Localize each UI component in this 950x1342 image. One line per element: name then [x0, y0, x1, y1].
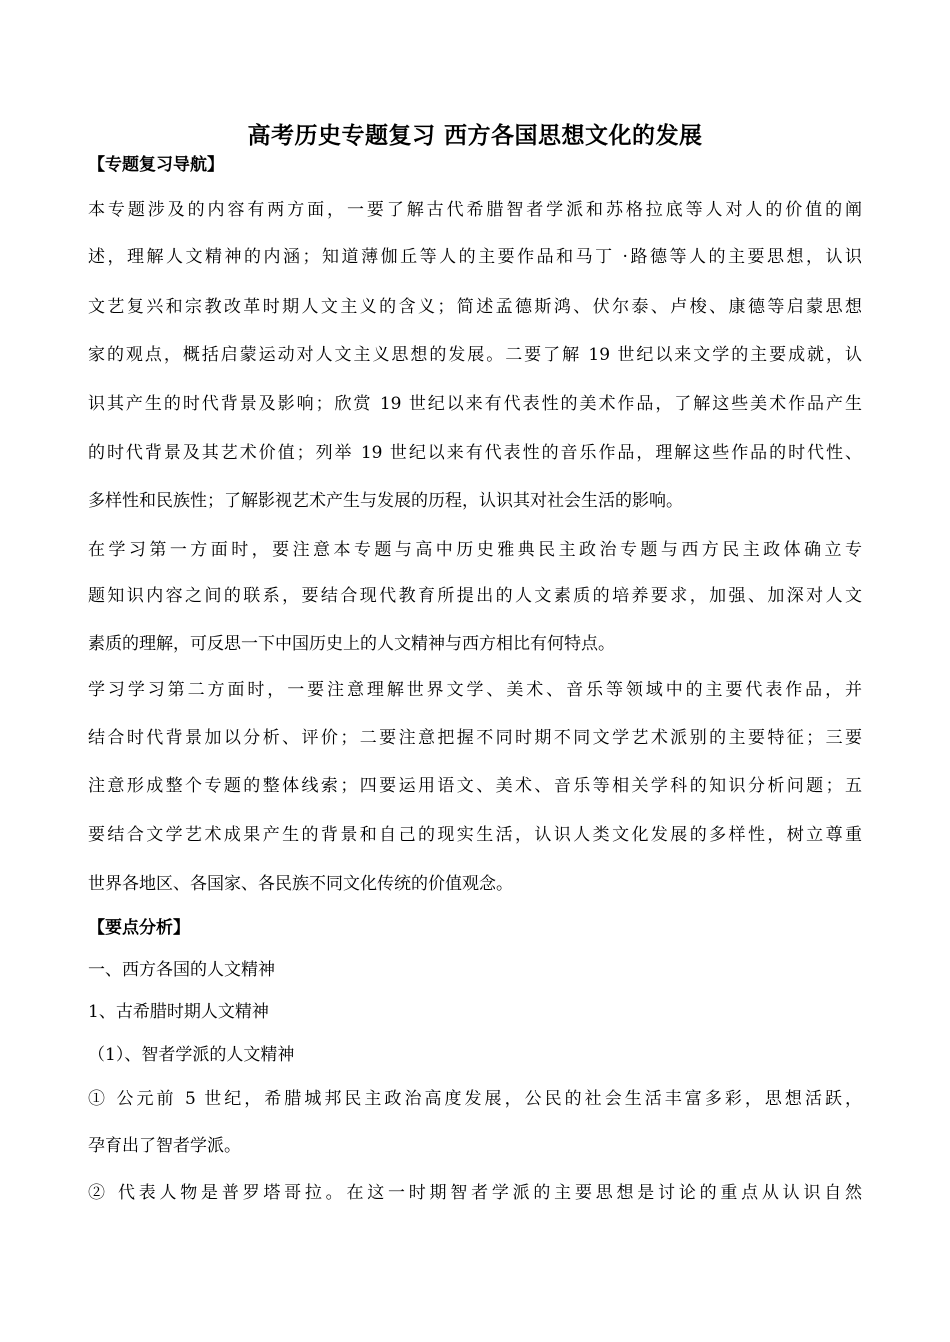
outline-heading-level3: （1）、智者学派的人文精神	[88, 1045, 295, 1065]
paragraph-line: 述，理解人文精神的内涵；知道薄伽丘等人的主要作品和马丁 ·路德等人的主要思想，认识	[88, 247, 862, 267]
paragraph-line: 学习学习第二方面时，一要注意理解世界文学、美术、音乐等领域中的主要代表作品，并	[88, 680, 862, 700]
paragraph-line: 识其产生的时代背景及影响；欣赏 19 世纪以来有代表性的美术作品，了解这些美术作品产生	[88, 394, 862, 414]
paragraph-line: 家的观点，概括启蒙运动对人文主义思想的发展。二要了解 19 世纪以来文学的主要成就，认	[88, 345, 862, 365]
paragraph-line: 的时代背景及其艺术价值；列举 19 世纪以来有代表性的音乐作品，理解这些作品的时代性、	[88, 443, 862, 463]
outline-heading-level1: 一、西方各国的人文精神	[88, 960, 275, 980]
section-heading-navigation: 【专题复习导航】	[88, 155, 224, 175]
list-item-line: ② 代表人物是普罗塔哥拉。在这一时期智者学派的主要思想是讨论的重点从认识自然	[88, 1183, 862, 1203]
paragraph-line: 素质的理解，可反思一下中国历史上的人文精神与西方相比有何特点。	[88, 634, 615, 654]
paragraph-line: 注意形成整个专题的整体线索；四要运用语文、美术、音乐等相关学科的知识分析问题；五	[88, 776, 862, 796]
paragraph-line: 要结合文学艺术成果产生的背景和自己的现实生活，认识人类文化发展的多样性，树立尊重	[88, 825, 862, 845]
section-heading-key-points: 【要点分析】	[88, 918, 190, 938]
paragraph-line: 多样性和民族性；了解影视艺术产生与发展的历程，认识其对社会生活的影响。	[88, 491, 683, 511]
paragraph-line: 世界各地区、各国家、各民族不同文化传统的价值观念。	[88, 874, 513, 894]
paragraph-line: 题知识内容之间的联系，要结合现代教育所提出的人文素质的培养要求，加强、加深对人文	[88, 586, 862, 606]
outline-heading-level2: 1、古希腊时期人文精神	[88, 1002, 269, 1022]
list-item-line: 孕育出了智者学派。	[88, 1136, 241, 1156]
paragraph-line: 本专题涉及的内容有两方面，一要了解古代希腊智者学派和苏格拉底等人对人的价值的阐	[88, 200, 862, 220]
paragraph-line: 结合时代背景加以分析、评价；二要注意把握不同时期不同文学艺术派别的主要特征；三要	[88, 728, 862, 748]
list-item-line: ① 公元前 5 世纪，希腊城邦民主政治高度发展，公民的社会生活丰富多彩，思想活跃，	[88, 1089, 862, 1109]
page-title: 高考历史专题复习 西方各国思想文化的发展	[247, 123, 703, 149]
paragraph-line: 在学习第一方面时，要注意本专题与高中历史雅典民主政治专题与西方民主政体确立专	[88, 540, 862, 560]
paragraph-line: 文艺复兴和宗教改革时期人文主义的含义；简述孟德斯鸿、伏尔泰、卢梭、康德等启蒙思想	[88, 297, 862, 317]
